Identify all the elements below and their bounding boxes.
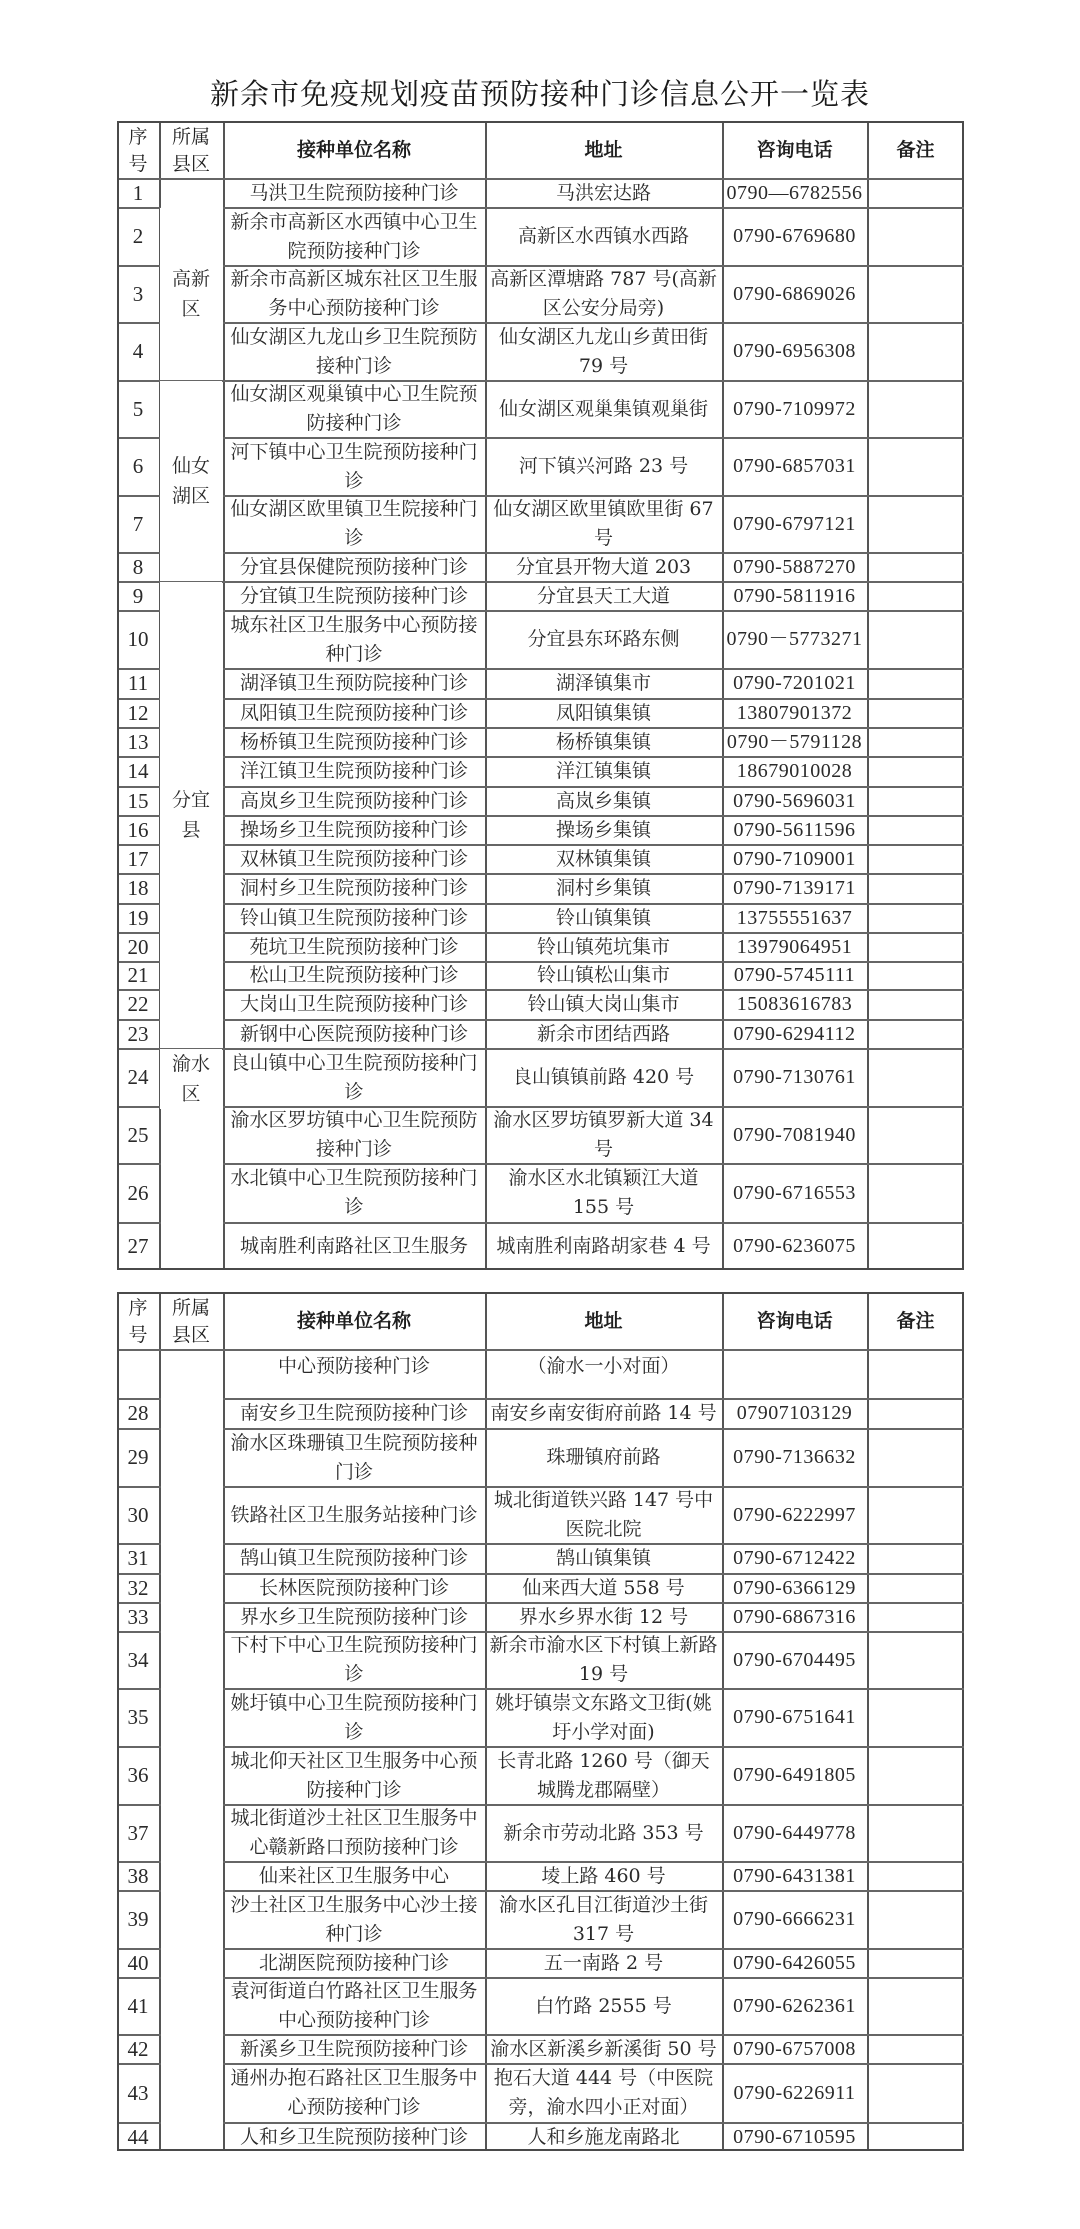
row-index [118, 1350, 158, 1398]
clinic-address: 城南胜利南路胡家巷 4 号 [496, 1235, 711, 1257]
clinic-name: 仙女湖区九龙山乡卫生院预防接种门诊 [230, 325, 478, 377]
clinic-address: 分宜县天工大道 [536, 584, 670, 607]
clinic-phone: 0790-6366129 [733, 1576, 856, 1599]
clinic-remark [868, 381, 963, 437]
clinic-remark [868, 2064, 963, 2122]
clinic-remark [868, 1429, 963, 1486]
clinic-name: 水北镇中心卫生院预防接种门诊 [230, 1167, 478, 1218]
clinic-name: 中心预防接种门诊 [277, 1355, 430, 1377]
county-cell: 高新区 [160, 208, 222, 380]
clinic-phone: 0790-6222997 [733, 1503, 856, 1526]
row-index: 18 [127, 876, 149, 900]
clinic-remark [868, 1164, 963, 1222]
row-index: 44 [127, 2124, 149, 2149]
row-index: 1 [132, 180, 144, 205]
clinic-remark [868, 553, 963, 581]
row-index: 14 [127, 759, 149, 783]
clinic-address: 五一南路 2 号 [543, 1951, 664, 1974]
header-county [159, 123, 223, 178]
header-index [117, 1294, 159, 1349]
clinic-phone: 0790-6797121 [733, 512, 856, 535]
clinic-name: 南安乡卫生院预防接种门诊 [239, 1402, 468, 1424]
clinic-phone: 18679010028 [736, 760, 853, 782]
clinic-phone: 0790-7136632 [733, 1446, 856, 1468]
clinic-phone: 0790-6704495 [733, 1648, 856, 1671]
page-title: 新余市免疫规划疫苗预防接种门诊信息公开一览表 [209, 77, 870, 111]
clinic-address: （渝水一小对面） [527, 1355, 680, 1377]
clinic-address: 铃山镇苑坑集市 [536, 935, 670, 958]
clinic-phone: 0790-6769680 [733, 225, 856, 247]
clinic-phone: 0790-7201021 [733, 672, 856, 694]
row-index: 41 [127, 1993, 149, 2018]
clinic-phone: 0790-6757008 [733, 2037, 856, 2060]
clinic-name: 人和乡卫生院预防接种门诊 [239, 2125, 468, 2148]
clinic-phone: 0790-6869026 [733, 282, 856, 305]
clinic-remark [868, 1399, 963, 1428]
clinic-remark [868, 1632, 963, 1688]
clinic-phone: 07907103129 [736, 1402, 853, 1424]
clinic-phone: 0790-7130761 [733, 1066, 856, 1088]
header-county [159, 1294, 223, 1349]
clinic-remark [868, 1574, 963, 1602]
clinic-name: 仙来社区卫生服务中心 [258, 1864, 449, 1887]
row-index: 29 [127, 1445, 149, 1469]
clinic-phone: 0790-5811916 [733, 584, 856, 607]
clinic-remark [868, 208, 963, 265]
clinic-remark [868, 845, 963, 873]
row-index: 20 [127, 934, 149, 959]
row-index: 4 [132, 339, 144, 363]
clinic-address: 高新区潭塘路 787 号(高新区公安分局旁) [490, 268, 717, 319]
clinic-name: 操场乡卫生院预防接种门诊 [239, 818, 468, 841]
clinic-phone: 0790-6262361 [733, 1994, 856, 2017]
clinic-address: 铃山镇大岗山集市 [527, 993, 680, 1015]
row-index: 31 [127, 1546, 149, 1570]
header-phone: 咨询电话 [756, 1310, 833, 1332]
row-index: 28 [127, 1401, 149, 1425]
clinic-address: 鹄山镇集镇 [555, 1547, 651, 1569]
clinic-name: 长林医院预防接种门诊 [258, 1576, 449, 1599]
clinic-name: 城北仰天社区卫生服务中心预防接种门诊 [230, 1749, 478, 1801]
clinic-address: 界水乡界水街 12 号 [518, 1605, 689, 1628]
clinic-remark [868, 1544, 963, 1573]
row-index: 25 [127, 1122, 149, 1147]
clinic-remark [868, 1978, 963, 2034]
clinic-phone: 0790-5696031 [733, 789, 856, 812]
clinic-address: 渝水区新溪乡新溪街 50 号 [490, 2037, 717, 2060]
clinic-address: 铃山镇集镇 [555, 906, 651, 929]
clinic-address: 铃山镇松山集市 [536, 964, 670, 986]
clinic-address: 杨桥镇集镇 [555, 730, 651, 753]
clinic-address: 分宜县开物大道 203 [515, 555, 692, 578]
header-address: 地址 [584, 139, 623, 161]
clinic-address: 仙女湖区观巢集镇观巢街 [498, 397, 708, 420]
clinic-phone: 0790-5611596 [733, 818, 856, 841]
clinic-name: 北湖医院预防接种门诊 [258, 1951, 449, 1974]
clinic-name: 新余市高新区城东社区卫生服务中心预防接种门诊 [230, 268, 478, 319]
clinic-remark [868, 1891, 963, 1948]
clinic-remark [868, 1049, 963, 1106]
clinic-name: 洋江镇卫生院预防接种门诊 [239, 760, 468, 782]
clinic-name: 松山卫生院预防接种门诊 [249, 964, 459, 986]
clinic-name: 通州办抱石路社区卫生服务中心预防接种门诊 [230, 2067, 478, 2118]
clinic-name: 洞村乡卫生院预防接种门诊 [239, 877, 468, 899]
clinic-table-part-1 [117, 121, 964, 1270]
clinic-remark [868, 266, 963, 322]
clinic-remark [868, 2035, 963, 2063]
row-index: 13 [127, 729, 149, 754]
clinic-phone: 0790-7109001 [733, 847, 856, 870]
row-index: 38 [127, 1863, 149, 1888]
row-index: 32 [127, 1575, 149, 1600]
clinic-name: 渝水区珠珊镇卫生院预防接种门诊 [230, 1431, 478, 1483]
row-index: 36 [127, 1763, 149, 1787]
row-index: 21 [127, 963, 149, 987]
clinic-name: 姚圩镇中心卫生院预防接种门诊 [230, 1691, 478, 1743]
county-cell: 仙女湖区 [160, 381, 222, 581]
clinic-phone: 0790-7139171 [733, 877, 856, 899]
column-divider [159, 1294, 161, 2149]
clinic-phone: 0790-7109972 [733, 397, 856, 420]
clinic-name: 凤阳镇卫生院预防接种门诊 [239, 701, 468, 724]
clinic-remark [868, 611, 963, 668]
clinic-address: 洋江镇集镇 [555, 760, 651, 782]
row-index: 43 [127, 2080, 149, 2105]
clinic-phone: 13807901372 [736, 701, 853, 724]
clinic-address: 分宜县东环路东侧 [527, 628, 680, 650]
clinic-address: 长青北路 1260 号（御天城腾龙郡隔壁） [497, 1749, 710, 1801]
clinic-phone: 0790-6226911 [733, 2081, 856, 2104]
header-index-line-1: 序 [128, 1296, 148, 1319]
clinic-name: 湖泽镇卫生预防院接种门诊 [239, 672, 468, 694]
clinic-remark [868, 1603, 963, 1631]
clinic-phone [723, 1350, 866, 1398]
clinic-table-part-2 [117, 1292, 964, 2151]
clinic-address: 湖泽镇集市 [555, 672, 651, 694]
row-index: 40 [127, 1950, 149, 1975]
clinic-remark [868, 1107, 963, 1163]
clinic-remark [868, 990, 963, 1019]
clinic-address: 操场乡集镇 [555, 818, 651, 841]
row-index: 19 [127, 905, 149, 930]
clinic-name: 良山镇中心卫生院预防接种门诊 [230, 1051, 478, 1103]
clinic-address: 新余市劳动北路 353 号 [503, 1821, 704, 1844]
clinic-phone: 0790-5887270 [733, 555, 856, 578]
clinic-phone: 0790-6236075 [733, 1235, 856, 1257]
clinic-phone: 0790-6491805 [733, 1764, 856, 1786]
clinic-remark [868, 757, 963, 786]
header-index [117, 123, 159, 178]
clinic-address: 抱石大道 444 号（中医院旁，渝水四小正对面） [493, 2067, 714, 2118]
row-index: 24 [127, 1065, 149, 1089]
clinic-phone: 0790-6867316 [733, 1605, 856, 1628]
header-address: 地址 [584, 1310, 623, 1332]
county-cell: 渝水区 [160, 1049, 222, 1109]
clinic-address: 仙女湖区欧里镇欧里街 67 号 [493, 498, 714, 549]
header-phone: 咨询电话 [756, 139, 833, 161]
header-remark: 备注 [896, 139, 935, 161]
row-index: 17 [127, 846, 149, 871]
clinic-name: 界水乡卫生院预防接种门诊 [239, 1605, 468, 1628]
row-index: 39 [127, 1907, 149, 1931]
header-index-line-2: 号 [128, 1323, 148, 1346]
header-name: 接种单位名称 [296, 1310, 411, 1332]
clinic-phone: 0790-6857031 [733, 455, 856, 477]
clinic-remark [868, 582, 963, 610]
row-index: 16 [127, 817, 149, 842]
clinic-name: 大岗山卫生院预防接种门诊 [239, 993, 468, 1015]
clinic-name: 分宜镇卫生院预防接种门诊 [239, 584, 468, 607]
clinic-phone: 0790-6426055 [733, 1951, 856, 1974]
row-index: 15 [127, 788, 149, 813]
clinic-address: 珠珊镇府前路 [546, 1446, 661, 1468]
clinic-address: 良山镇镇前路 420 号 [512, 1066, 695, 1088]
clinic-phone: 0790-6956308 [733, 340, 856, 362]
header-county-line-2: 县区 [171, 1323, 210, 1346]
clinic-remark [868, 1223, 963, 1270]
clinic-name: 渝水区罗坊镇中心卫生院预防接种门诊 [230, 1109, 478, 1160]
clinic-address: 仙来西大道 558 号 [522, 1576, 685, 1599]
row-index: 11 [127, 671, 149, 695]
clinic-address: 高新区水西镇水西路 [517, 225, 689, 247]
clinic-name: 铃山镇卫生院预防接种门诊 [239, 906, 468, 929]
clinic-remark [868, 1487, 963, 1543]
clinic-address: 渝水区罗坊镇罗新大道 34 号 [493, 1109, 714, 1160]
clinic-remark [868, 669, 963, 698]
clinic-remark [868, 323, 963, 380]
clinic-name: 仙女湖区欧里镇卫生院接种门诊 [230, 498, 478, 549]
clinic-phone: 0790－5773271 [726, 628, 863, 650]
clinic-name: 城东社区卫生服务中心预防接种门诊 [230, 613, 478, 665]
clinic-phone: 0790－5791128 [726, 730, 863, 753]
clinic-name: 新余市高新区水西镇中心卫生院预防接种门诊 [230, 210, 478, 262]
clinic-remark [868, 1350, 963, 1398]
row-index: 37 [127, 1820, 149, 1845]
clinic-remark [868, 699, 963, 727]
clinic-address: 双林镇集镇 [555, 847, 651, 870]
clinic-name: 鹄山镇卫生院预防接种门诊 [239, 1547, 468, 1569]
clinic-remark [868, 496, 963, 552]
row-index: 3 [132, 281, 144, 306]
row-index: 33 [127, 1604, 149, 1629]
clinic-address: 堎上路 460 号 [541, 1864, 666, 1887]
header-index-line-2: 号 [128, 152, 148, 175]
clinic-remark [868, 438, 963, 495]
clinic-name: 下村下中心卫生院预防接种门诊 [230, 1634, 478, 1685]
clinic-address: 白竹路 2555 号 [535, 1994, 672, 2017]
clinic-address: 马洪宏达路 [555, 181, 651, 204]
clinic-name: 高岚乡卫生院预防接种门诊 [239, 789, 468, 812]
header-name: 接种单位名称 [296, 139, 411, 161]
clinic-remark [868, 728, 963, 756]
clinic-remark [868, 816, 963, 844]
row-index: 23 [127, 1021, 149, 1046]
clinic-phone: 0790-6666231 [733, 1908, 856, 1930]
row-index: 42 [127, 2036, 149, 2061]
clinic-remark [868, 1949, 963, 1977]
clinic-address: 河下镇兴河路 23 号 [518, 455, 689, 477]
clinic-remark [868, 933, 963, 961]
row-index: 6 [132, 454, 144, 478]
clinic-name: 城南胜利南路社区卫生服务 [239, 1235, 468, 1257]
clinic-address: 姚圩镇崇文东路文卫街(姚圩小学对面) [495, 1691, 712, 1743]
clinic-name: 双林镇卫生院预防接种门诊 [239, 847, 468, 870]
clinic-phone: 0790-6712422 [733, 1547, 856, 1569]
clinic-remark [868, 179, 963, 207]
clinic-remark [868, 1020, 963, 1048]
clinic-phone: 13755551637 [736, 906, 853, 929]
clinic-phone: 0790-6294112 [733, 1022, 856, 1045]
clinic-name: 新钢中心医院预防接种门诊 [239, 1022, 468, 1045]
clinic-phone: 0790-6751641 [733, 1706, 856, 1728]
row-index: 9 [132, 583, 144, 608]
clinic-address: 仙女湖区九龙山乡黄田街 79 号 [498, 325, 708, 377]
clinic-remark [868, 1805, 963, 1861]
row-index: 27 [127, 1234, 149, 1258]
clinic-address: 南安乡南安街府前路 14 号 [490, 1402, 717, 1424]
clinic-remark [868, 1747, 963, 1804]
header-county-line-2: 县区 [171, 152, 210, 175]
row-index: 12 [127, 700, 149, 725]
clinic-phone: 15083616783 [736, 993, 853, 1015]
row-index: 35 [127, 1705, 149, 1729]
row-index: 34 [127, 1647, 149, 1672]
clinic-address: 新余市渝水区下村镇上新路 19 号 [489, 1634, 718, 1685]
clinic-remark [868, 787, 963, 815]
clinic-address: 渝水区孔目江街道沙土街 317 号 [498, 1893, 708, 1945]
clinic-name: 铁路社区卫生服务站接种门诊 [230, 1503, 478, 1526]
row-index: 2 [132, 224, 144, 248]
row-index: 8 [132, 554, 144, 579]
clinic-remark [868, 962, 963, 989]
clinic-name: 袁河街道白竹路社区卫生服务中心预防接种门诊 [230, 1980, 478, 2031]
row-index: 10 [127, 627, 149, 651]
clinic-name: 杨桥镇卫生院预防接种门诊 [239, 730, 468, 753]
clinic-name: 新溪乡卫生院预防接种门诊 [239, 2037, 468, 2060]
clinic-name: 马洪卫生院预防接种门诊 [249, 181, 459, 204]
clinic-phone: 0790-6431381 [733, 1864, 856, 1887]
clinic-address: 人和乡施龙南路北 [527, 2125, 680, 2148]
clinic-address: 高岚乡集镇 [555, 789, 651, 812]
clinic-phone: 0790-6449778 [733, 1821, 856, 1844]
clinic-phone: 0790-5745111 [733, 964, 856, 986]
row-index: 22 [127, 992, 149, 1016]
row-index: 5 [132, 396, 144, 421]
clinic-address: 城北街道铁兴路 147 号中医院北院 [493, 1489, 714, 1540]
clinic-phone: 0790—6782556 [726, 181, 863, 204]
clinic-address: 洞村乡集镇 [555, 877, 651, 899]
clinic-phone: 13979064951 [736, 935, 853, 958]
clinic-name: 苑坑卫生院预防接种门诊 [249, 935, 459, 958]
clinic-name: 河下镇中心卫生院预防接种门诊 [230, 440, 478, 492]
header-remark: 备注 [896, 1310, 935, 1332]
clinic-name: 分宜县保健院预防接种门诊 [239, 555, 468, 578]
clinic-phone: 0790-6716553 [733, 1181, 856, 1204]
clinic-phone: 0790-6710595 [733, 2125, 856, 2148]
clinic-address: 凤阳镇集镇 [555, 701, 651, 724]
clinic-address: 渝水区水北镇颖江大道 155 号 [508, 1167, 699, 1218]
row-index: 30 [127, 1502, 149, 1527]
header-index-line-1: 序 [128, 125, 148, 148]
clinic-name: 沙土社区卫生服务中心沙土接种门诊 [230, 1893, 478, 1945]
clinic-remark [868, 1689, 963, 1746]
clinic-phone: 0790-7081940 [733, 1123, 856, 1146]
clinic-remark [868, 2123, 963, 2151]
clinic-remark [868, 874, 963, 903]
row-index: 26 [127, 1180, 149, 1205]
header-county-line-1: 所属 [171, 1296, 210, 1319]
header-county-line-1: 所属 [171, 125, 210, 148]
county-cell: 分宜县 [160, 582, 222, 1048]
clinic-remark [868, 1862, 963, 1890]
clinic-name: 城北街道沙土社区卫生服务中心赣新路口预防接种门诊 [230, 1807, 478, 1858]
row-index: 7 [132, 511, 144, 536]
clinic-remark [868, 904, 963, 932]
clinic-name: 仙女湖区观巢镇中心卫生院预防接种门诊 [230, 383, 478, 434]
clinic-address: 新余市团结西路 [536, 1022, 670, 1045]
